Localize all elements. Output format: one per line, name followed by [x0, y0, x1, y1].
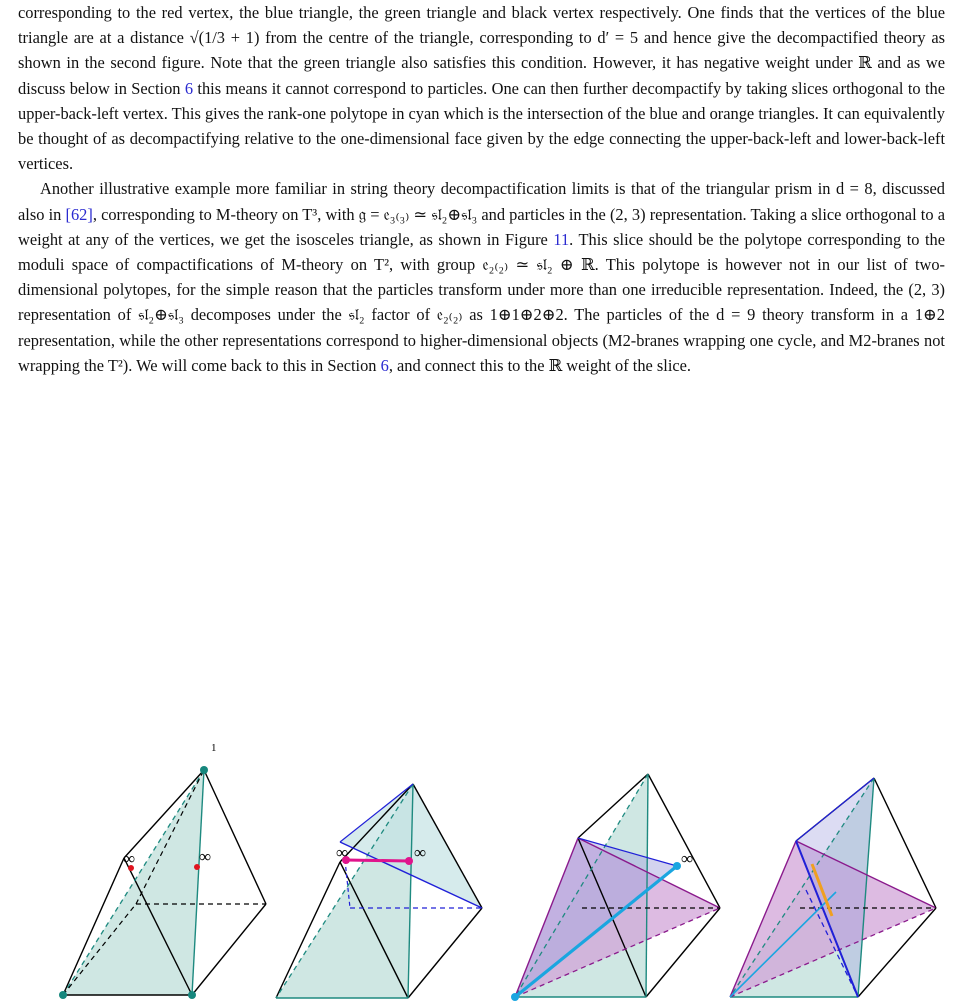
- para1-text-b: from the centre of the triangle, corresponding to d′ = 5 and hence give the decompactified theory as shown in the second figure. Note that the green triangle also satisfies this condition. However, it has negative weight under ℝ and as we discuss below in Section: [18, 28, 945, 98]
- para2-text-c: . This slice should be the polytope corresponding to the moduli space of compactifications of M-theory on T², with group 𝔢₂₍₂₎ ≃ 𝔰𝔩₂ ⊕ ℝ. This polytope is however not in our list of two-dimensional polytopes, for the simple reason that the particles transform under more than one irreducible representation. Indeed, the (2, 3) representation of 𝔰𝔩₂⊕𝔰𝔩₃ decomposes under the 𝔰𝔩₂ factor of 𝔢₂₍₂₎ as 1⊕1⊕2⊕2. The particles of the d = 9 theory transform in a 1⊕2 representation, while the other representations correspond to higher-dimensional objects (M2-branes wrapping one cycle, and M2-branes not wrapping the T²). We will come back to this in Section: [18, 229, 945, 375]
- fig1-vertex: [188, 991, 196, 999]
- figure-link[interactable]: 11: [553, 229, 570, 249]
- fig1-infinity-1: ∞: [123, 849, 136, 868]
- para2-text-b: , corresponding to M-theory on T³, with 𝔤 = 𝔢₃₍₃₎ ≃ 𝔰𝔩₂⊕𝔰𝔩₃ and particles in the (2, 3) representation. Taking a slice orthogonal to a weight at any of the vertices, we get the isosceles triangle, as shown in Figure: [18, 204, 945, 249]
- fig2-edge: [408, 908, 482, 998]
- para1-text-c: this means it cannot correspond to particles. One can then further decompactify by taking slices orthogonal to the upper-back-left vertex. This gives the rank-one polytope in cyan which is the intersection of the blue and orange triangles. It can equivalently be thought of as decompactifying relative to the one-dimensional face given by the edge connecting the upper-back-left and lower-back-left vertices.: [18, 78, 946, 174]
- prism-figure-2: [276, 784, 482, 998]
- body-text: [18, 0, 945, 378]
- fig1-edge: [204, 770, 266, 904]
- fig1-infinity-2: ∞: [199, 847, 212, 866]
- polytope-figures: [0, 740, 963, 1003]
- prism-figure-3: [500, 774, 720, 1003]
- fig1-edge: [192, 904, 266, 995]
- para2-text-d: , and connect this to the ℝ weight of the slice.: [388, 355, 692, 375]
- fig2-infinity-2: ∞: [414, 843, 427, 862]
- prism-figure-4: [730, 778, 936, 997]
- section-link-2[interactable]: 6: [380, 355, 389, 375]
- fig2-magenta-segment: [346, 860, 409, 861]
- fig2-infinity-1: ∞: [336, 843, 349, 862]
- fig2-magenta-point: [405, 857, 413, 865]
- paragraph-2: [18, 176, 945, 378]
- prism-figure-1: [29, 742, 266, 1003]
- citation-link[interactable]: [62]: [65, 204, 93, 224]
- sqrt-expression: √(1/3 + 1): [189, 28, 260, 48]
- fig3-infinity: ∞: [681, 849, 694, 868]
- fig1-label-top: 1: [211, 742, 217, 754]
- fig3-cyan-point: [673, 862, 681, 870]
- section-link[interactable]: 6: [184, 78, 194, 98]
- fig1-vertex: [200, 766, 208, 774]
- para2-text-a: Another illustrative example more familiar in string theory decompactification limits is that of the triangular prism in d = 8, discussed also in: [18, 179, 945, 224]
- para1-text-a: corresponding to the red vertex, the blue triangle, the green triangle and black vertex respectively. One finds that the vertices of the blue triangle are at a distance: [18, 3, 945, 48]
- paragraph-1: [18, 0, 945, 176]
- fig1-vertex: [59, 991, 67, 999]
- fig3-cyan-point: [511, 993, 519, 1001]
